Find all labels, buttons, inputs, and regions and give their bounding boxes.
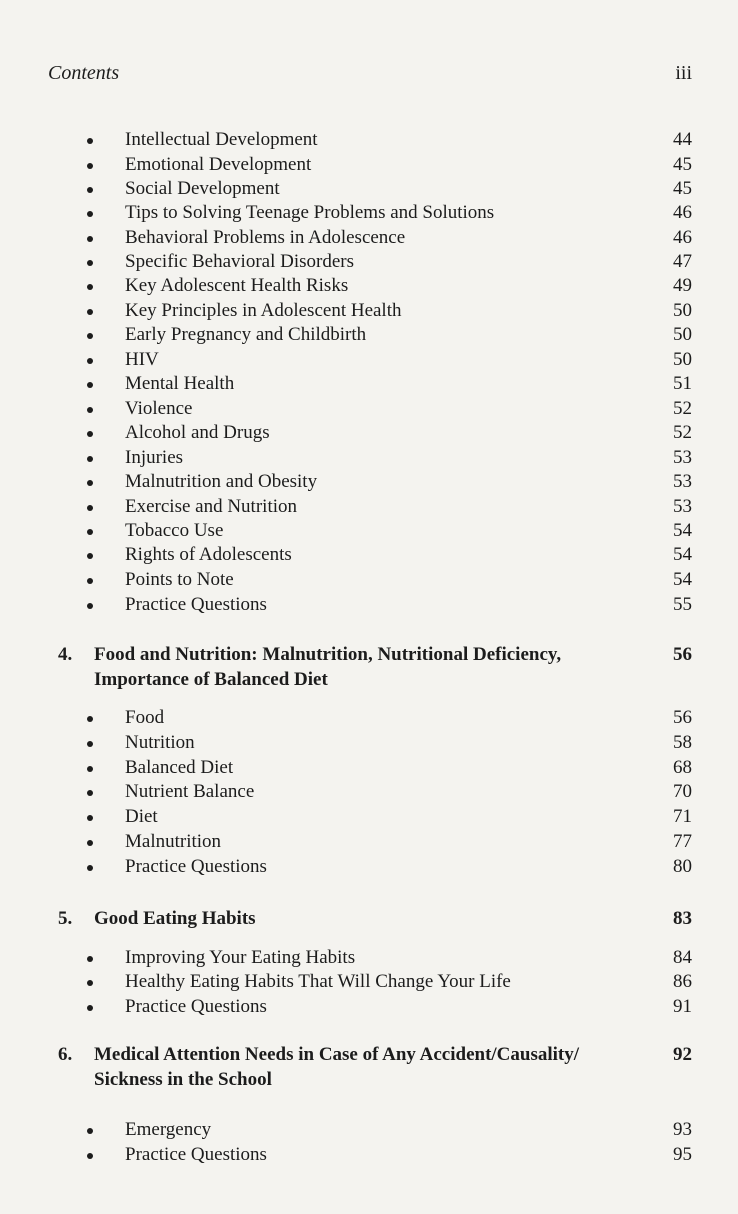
entry-title: Nutrition bbox=[125, 732, 195, 753]
chapter-number: 6. bbox=[58, 1044, 73, 1065]
toc-entry bbox=[0, 779, 738, 804]
entry-title: Nutrient Balance bbox=[125, 781, 255, 802]
chapter-page: 92 bbox=[673, 1044, 692, 1065]
chapter-title-line: Importance of Balanced Diet bbox=[94, 669, 328, 690]
toc-entry bbox=[0, 273, 738, 298]
toc-entry bbox=[0, 705, 738, 730]
entry-page: 49 bbox=[673, 275, 692, 296]
entry-title: Mental Health bbox=[125, 373, 235, 394]
bullet-icon bbox=[87, 333, 93, 339]
bullet-icon bbox=[87, 138, 93, 144]
chapter-number: 4. bbox=[58, 644, 73, 665]
toc-entry bbox=[0, 469, 738, 494]
bullet-icon bbox=[87, 358, 93, 364]
toc-entry bbox=[0, 542, 738, 567]
bullet-icon bbox=[87, 1153, 93, 1159]
bullet-icon bbox=[87, 578, 93, 584]
entry-title: Food bbox=[125, 707, 165, 728]
toc-entry bbox=[0, 249, 738, 274]
entry-page: 53 bbox=[673, 471, 692, 492]
entry-page: 50 bbox=[673, 349, 692, 370]
toc-entry bbox=[0, 518, 738, 543]
bullet-icon bbox=[87, 284, 93, 290]
bullet-icon bbox=[87, 187, 93, 193]
entry-title: Emotional Development bbox=[125, 154, 312, 175]
bullet-icon bbox=[87, 163, 93, 169]
entry-title: Points to Note bbox=[125, 569, 234, 590]
entry-page: 45 bbox=[673, 154, 692, 175]
entry-page: 95 bbox=[673, 1144, 692, 1165]
bullet-icon bbox=[87, 456, 93, 462]
bullet-icon bbox=[87, 980, 93, 986]
bullet-icon bbox=[87, 407, 93, 413]
toc-entry bbox=[0, 127, 738, 152]
bullet-icon bbox=[87, 480, 93, 486]
entry-page: 86 bbox=[673, 971, 692, 992]
entry-page: 93 bbox=[673, 1119, 692, 1140]
entry-page: 46 bbox=[673, 202, 692, 223]
toc-entry bbox=[0, 854, 738, 879]
bullet-icon bbox=[87, 603, 93, 609]
entry-page: 52 bbox=[673, 398, 692, 419]
toc-entry bbox=[0, 945, 738, 970]
entry-page: 47 bbox=[673, 251, 692, 272]
entry-title: Practice Questions bbox=[125, 856, 267, 877]
bullet-icon bbox=[87, 431, 93, 437]
entry-page: 52 bbox=[673, 422, 692, 443]
entry-page: 54 bbox=[673, 544, 692, 565]
toc-entry bbox=[0, 592, 738, 617]
toc-entry bbox=[0, 176, 738, 201]
bullet-icon bbox=[87, 260, 93, 266]
entry-page: 91 bbox=[673, 996, 692, 1017]
running-title: Contents bbox=[48, 62, 120, 84]
entry-title: Emergency bbox=[125, 1119, 212, 1140]
toc-entry bbox=[0, 445, 738, 470]
entry-page: 71 bbox=[673, 806, 692, 827]
entry-page: 55 bbox=[673, 594, 692, 615]
toc-entry bbox=[0, 371, 738, 396]
toc-entry bbox=[0, 225, 738, 250]
entry-title: Social Development bbox=[125, 178, 280, 199]
chapter-page: 56 bbox=[673, 644, 692, 665]
entry-page: 50 bbox=[673, 324, 692, 345]
bullet-icon bbox=[87, 529, 93, 535]
bullet-icon bbox=[87, 1128, 93, 1134]
toc-entry bbox=[0, 730, 738, 755]
entry-page: 54 bbox=[673, 520, 692, 541]
toc-entry bbox=[0, 494, 738, 519]
toc-entry bbox=[0, 994, 738, 1019]
entry-page: 56 bbox=[673, 707, 692, 728]
entry-title: Improving Your Eating Habits bbox=[125, 947, 356, 968]
entry-page: 70 bbox=[673, 781, 692, 802]
bullet-icon bbox=[87, 790, 93, 796]
toc-entry bbox=[0, 755, 738, 780]
entry-page: 50 bbox=[673, 300, 692, 321]
toc-entry bbox=[0, 804, 738, 829]
page-header bbox=[48, 62, 692, 90]
toc-entry bbox=[0, 1117, 738, 1142]
toc-entry bbox=[0, 1142, 738, 1167]
chapter-page: 83 bbox=[673, 908, 692, 929]
bullet-icon bbox=[87, 382, 93, 388]
bullet-icon bbox=[87, 505, 93, 511]
entry-title: Specific Behavioral Disorders bbox=[125, 251, 354, 272]
entry-page: 68 bbox=[673, 757, 692, 778]
entry-title: Exercise and Nutrition bbox=[125, 496, 298, 517]
entry-page: 46 bbox=[673, 227, 692, 248]
entry-title: Injuries bbox=[125, 447, 184, 468]
entry-title: Healthy Eating Habits That Will Change Your Life bbox=[125, 971, 511, 992]
entry-title: Practice Questions bbox=[125, 1144, 267, 1165]
bullet-icon bbox=[87, 1005, 93, 1011]
entry-title: Practice Questions bbox=[125, 594, 267, 615]
chapter-title-line: Food and Nutrition: Malnutrition, Nutritional Deficiency, bbox=[94, 644, 562, 665]
entry-title: Rights of Adolescents bbox=[125, 544, 292, 565]
entry-title: Alcohol and Drugs bbox=[125, 422, 270, 443]
entry-title: HIV bbox=[125, 349, 159, 370]
toc-entry bbox=[0, 420, 738, 445]
toc-entry bbox=[0, 969, 738, 994]
toc-entry bbox=[0, 396, 738, 421]
entry-title: Malnutrition bbox=[125, 831, 222, 852]
entry-title: Tobacco Use bbox=[125, 520, 224, 541]
bullet-icon bbox=[87, 766, 93, 772]
bullet-icon bbox=[87, 815, 93, 821]
entry-title: Intellectual Development bbox=[125, 129, 318, 150]
entry-title: Behavioral Problems in Adolescence bbox=[125, 227, 406, 248]
page-number: iii bbox=[675, 62, 692, 84]
entry-page: 45 bbox=[673, 178, 692, 199]
entry-page: 51 bbox=[673, 373, 692, 394]
entry-title: Key Principles in Adolescent Health bbox=[125, 300, 402, 321]
bullet-icon bbox=[87, 716, 93, 722]
entry-title: Practice Questions bbox=[125, 996, 267, 1017]
toc-entry bbox=[0, 152, 738, 177]
bullet-icon bbox=[87, 956, 93, 962]
bullet-icon bbox=[87, 840, 93, 846]
toc-entry bbox=[0, 567, 738, 592]
toc-entry bbox=[0, 322, 738, 347]
bullet-icon bbox=[87, 236, 93, 242]
entry-page: 54 bbox=[673, 569, 692, 590]
bullet-icon bbox=[87, 211, 93, 217]
bullet-icon bbox=[87, 309, 93, 315]
entry-title: Malnutrition and Obesity bbox=[125, 471, 318, 492]
entry-page: 84 bbox=[673, 947, 692, 968]
entry-page: 53 bbox=[673, 496, 692, 517]
entry-page: 53 bbox=[673, 447, 692, 468]
chapter-number: 5. bbox=[58, 908, 73, 929]
toc-entry bbox=[0, 200, 738, 225]
entry-title: Balanced Diet bbox=[125, 757, 234, 778]
bullet-icon bbox=[87, 741, 93, 747]
entry-title: Violence bbox=[125, 398, 193, 419]
toc-entry bbox=[0, 298, 738, 323]
entry-title: Early Pregnancy and Childbirth bbox=[125, 324, 367, 345]
entry-page: 80 bbox=[673, 856, 692, 877]
bullet-icon bbox=[87, 865, 93, 871]
entry-title: Tips to Solving Teenage Problems and Solutions bbox=[125, 202, 495, 223]
entry-title: Key Adolescent Health Risks bbox=[125, 275, 349, 296]
entry-page: 58 bbox=[673, 732, 692, 753]
toc-entry bbox=[0, 347, 738, 372]
entry-page: 77 bbox=[673, 831, 692, 852]
chapter-title-line: Sickness in the School bbox=[94, 1069, 272, 1090]
entry-page: 44 bbox=[673, 129, 692, 150]
chapter-title-line: Good Eating Habits bbox=[94, 908, 256, 929]
chapter-title-line: Medical Attention Needs in Case of Any Accident/Causality/ bbox=[94, 1044, 580, 1065]
entry-title: Diet bbox=[125, 806, 158, 827]
bullet-icon bbox=[87, 553, 93, 559]
toc-entry bbox=[0, 829, 738, 854]
